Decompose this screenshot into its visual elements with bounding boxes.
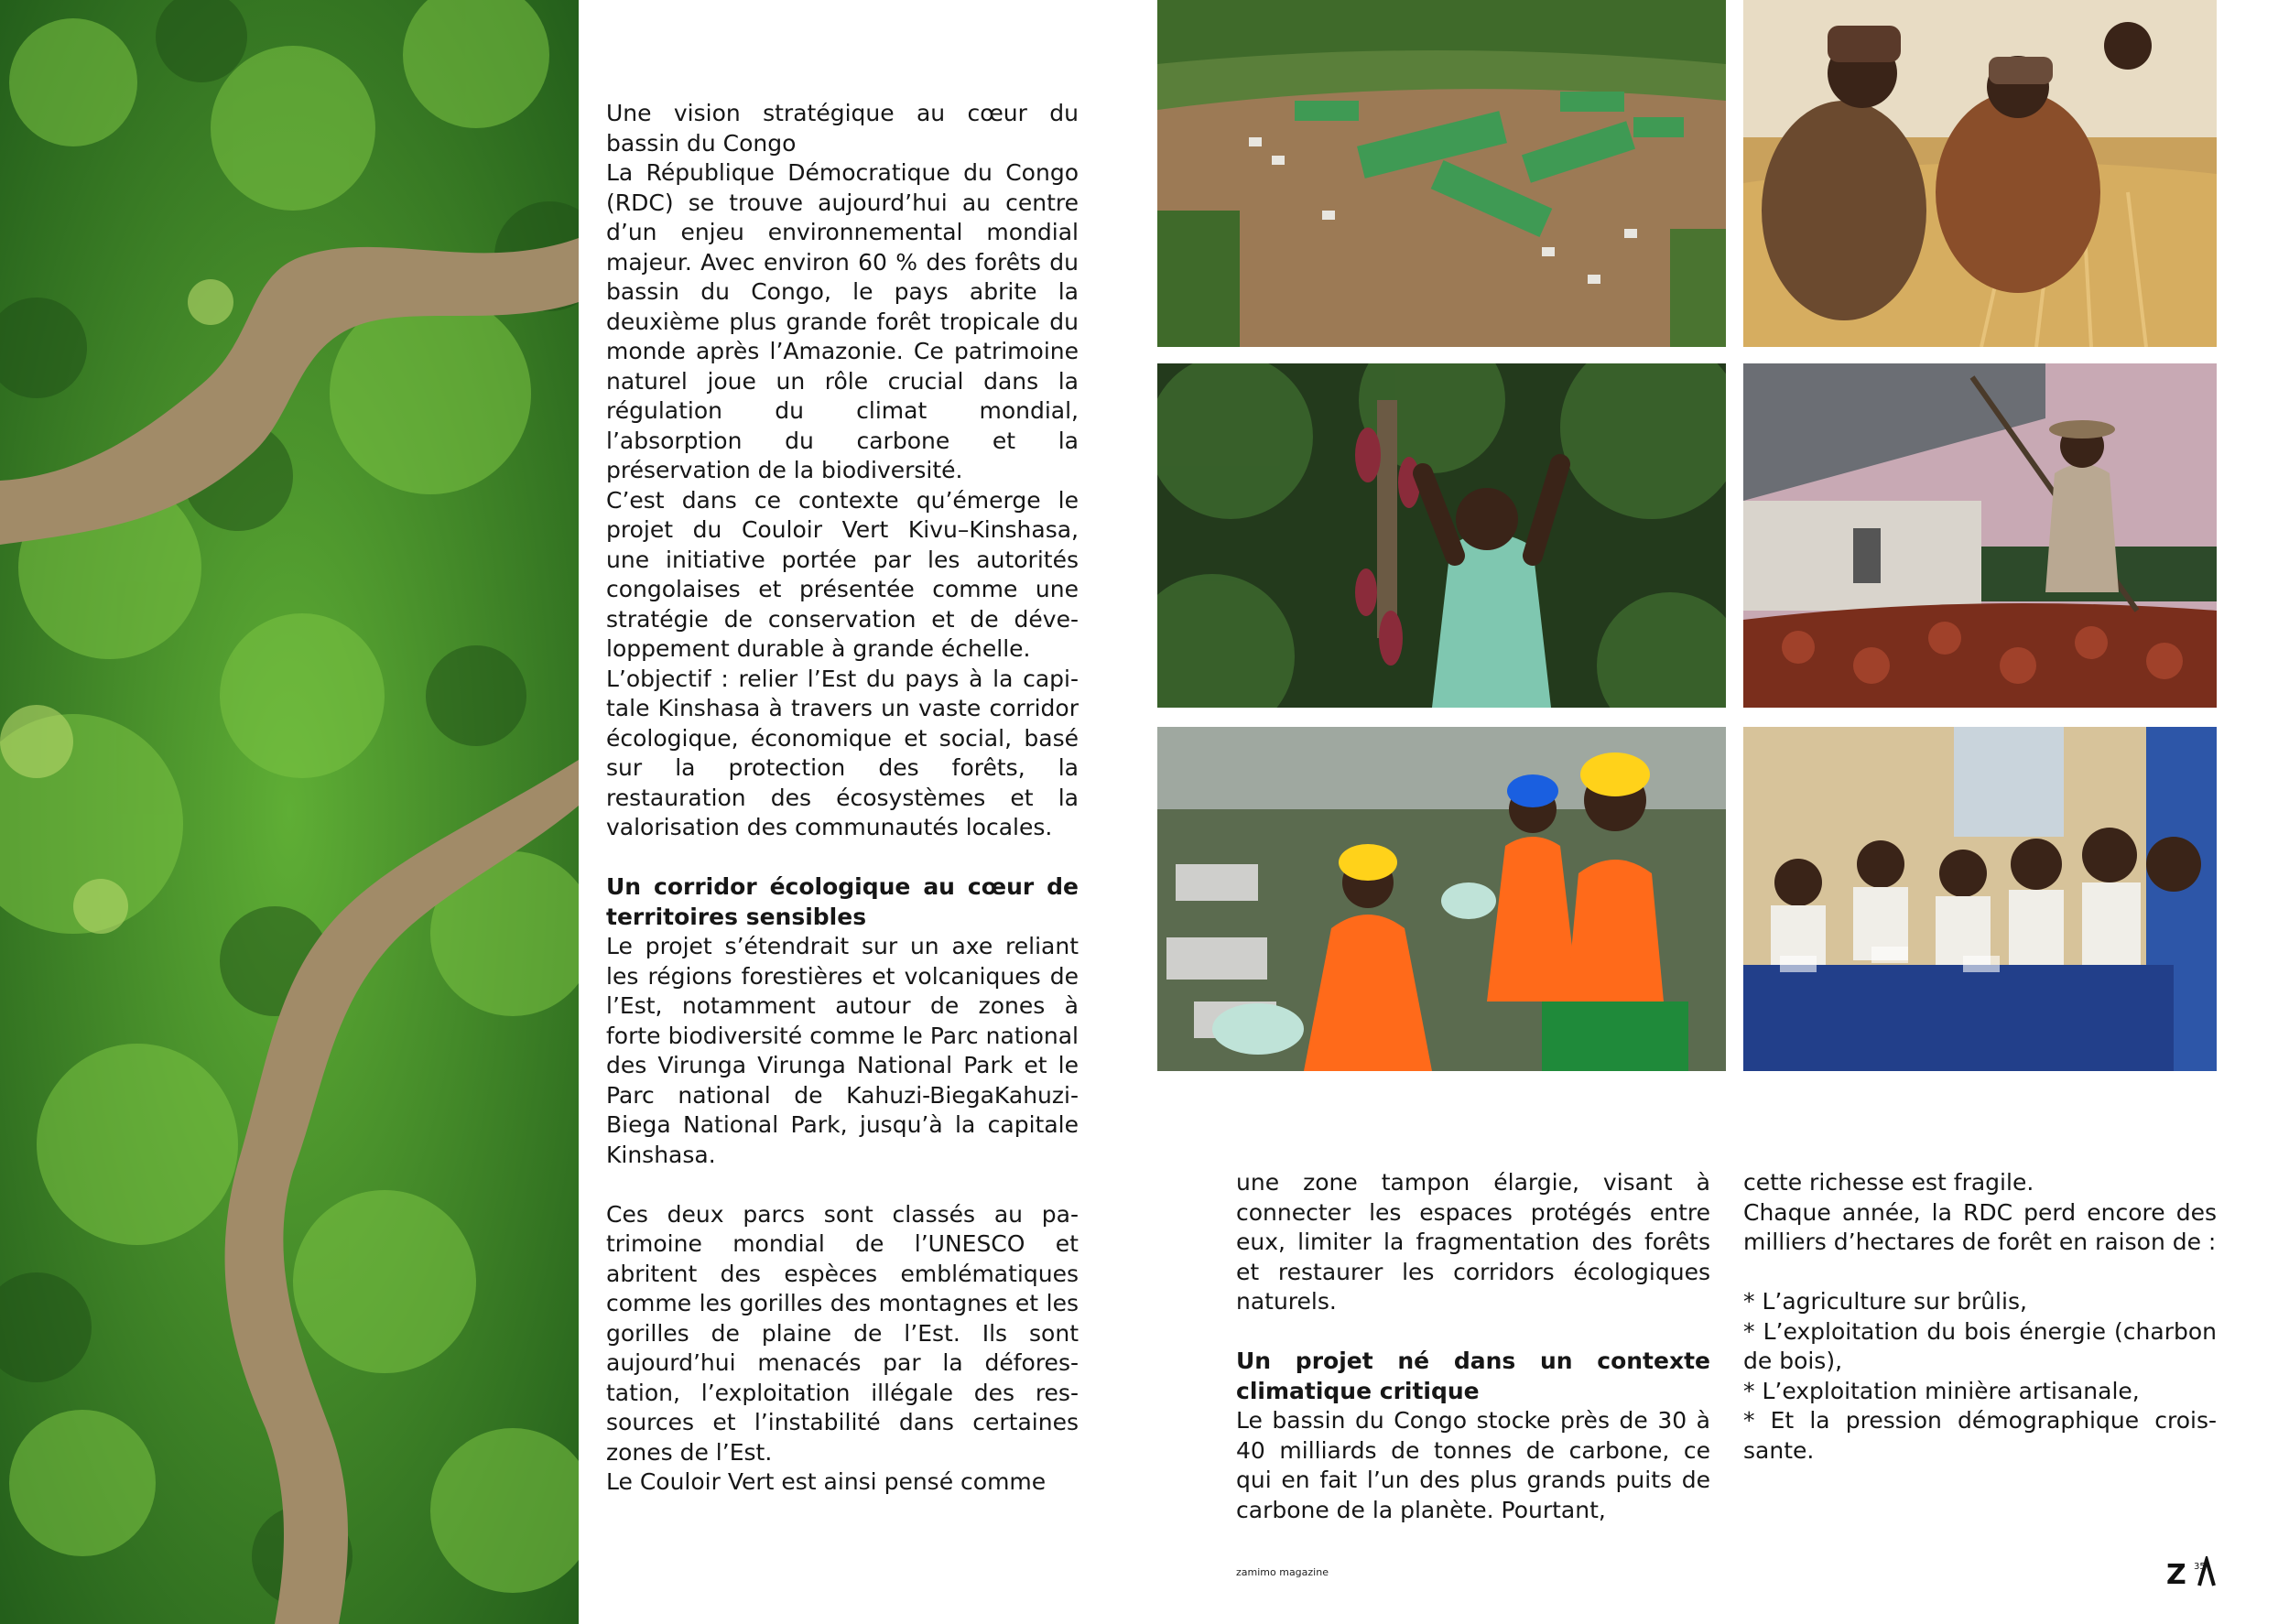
paragraph: La République Démocratique du Congo (RDC) se trouve aujourd’hui au centre d’un enjeu environnemental mondial majeur. Avec environ 60 % des forêts du bassin du Congo, le pays abrite la deuxième plus grande forêt tropicale du monde après l’Amazonie. Ce patrimoine naturel joue un rôle crucial dans la régulation du climat mondial, l’absorption du carbone et la préservation de la biodiversité. xyxy=(606,159,1079,483)
community-meeting-photo xyxy=(1743,727,2217,1071)
list-item: * L’agriculture sur brûlis, xyxy=(1743,1288,2027,1315)
svg-text:Z: Z xyxy=(2166,1559,2186,1587)
deforestation-causes-list xyxy=(1743,1287,2217,1466)
paragraph: L’objectif : relier l’Est du pays à la capitale Kinshasa à travers un vaste corridor écologique, économique et social, basé sur la protection des forêts, la restauration des écosystèmes et la valorisation des communautés locales. xyxy=(606,665,1079,840)
electrical-workers-photo xyxy=(1157,727,1726,1071)
paragraph: cette richesse est fragile. xyxy=(1743,1169,2034,1196)
zamimo-logo xyxy=(2166,1556,2218,1587)
text-column-3 xyxy=(1743,1168,2217,1466)
list-item: * L’exploitation du bois énergie (charbon de bois), xyxy=(1743,1317,2217,1374)
page-number: 35 xyxy=(2194,1562,2206,1572)
list-item: * Et la pression démographique croissante. xyxy=(1743,1407,2217,1464)
text-column-2 xyxy=(1236,1168,1710,1525)
paragraph: Chaque année, la RDC perd encore des milliers d’hectares de forêt en raison de : xyxy=(1743,1198,2217,1255)
aerial-forest-river-photo xyxy=(0,0,579,1624)
aerial-camp-photo xyxy=(1157,0,1726,347)
section-heading-corridor: Un corridor écologique au cœur de territoires sensibles xyxy=(606,873,1079,930)
magazine-name: zamimo magazine xyxy=(1236,1566,1329,1578)
paragraph: Le projet s’étendrait sur un axe reliant les régions forestières et volcaniques de l’Est, notamment autour de zones à forte biodiversité comme le Parc national des Virunga Virunga National Park et le Parc national de Kahuzi-BiegaKahuzi-Biega National Park, jusqu’à la capitale Kinshasa. xyxy=(606,933,1079,1168)
paragraph: Le Couloir Vert est ainsi pensé comme xyxy=(606,1468,1047,1495)
paragraph: Le bassin du Congo stocke près de 30 à 40 milliards de tonnes de carbone, ce qui en fait l’un des plus grands puits de carbone de la planète. Pourtant, xyxy=(1236,1407,1710,1523)
section-title-vision: Une vision stratégique au cœur du bassin du Congo xyxy=(606,100,1079,157)
list-item: * L’exploitation minière artisanale, xyxy=(1743,1377,2140,1404)
women-harvesting-photo xyxy=(1743,0,2217,347)
text-column-1 xyxy=(606,99,1079,1498)
paragraph: Ces deux parcs sont classés au patrimoine mondial de l’UNESCO et abritent des espèces emblématiques comme les gorilles des montagnes et les gorilles de plaine de l’Est. Ils sont aujourd’hui menacés par la déforestation, l’exploitation illégale des ressources et l’instabilité dans certaines zones de l’Est. xyxy=(606,1200,1079,1466)
cacao-farmer-photo xyxy=(1157,363,1726,708)
section-heading-climate: Un projet né dans un contexte climatique critique xyxy=(1236,1348,1710,1404)
palm-fruit-worker-photo xyxy=(1743,363,2217,708)
paragraph: C’est dans ce contexte qu’émerge le projet du Couloir Vert Kivu–Kinshasa, une initiative portée par les autorités congolaises et présentée comme une stratégie de conservation et de développement durable à grande échelle. xyxy=(606,486,1079,662)
paragraph: une zone tampon élargie, visant à connecter les espaces protégés entre eux, limiter la fragmentation des forêts et restaurer les corridors écologiques naturels. xyxy=(1236,1169,1710,1315)
